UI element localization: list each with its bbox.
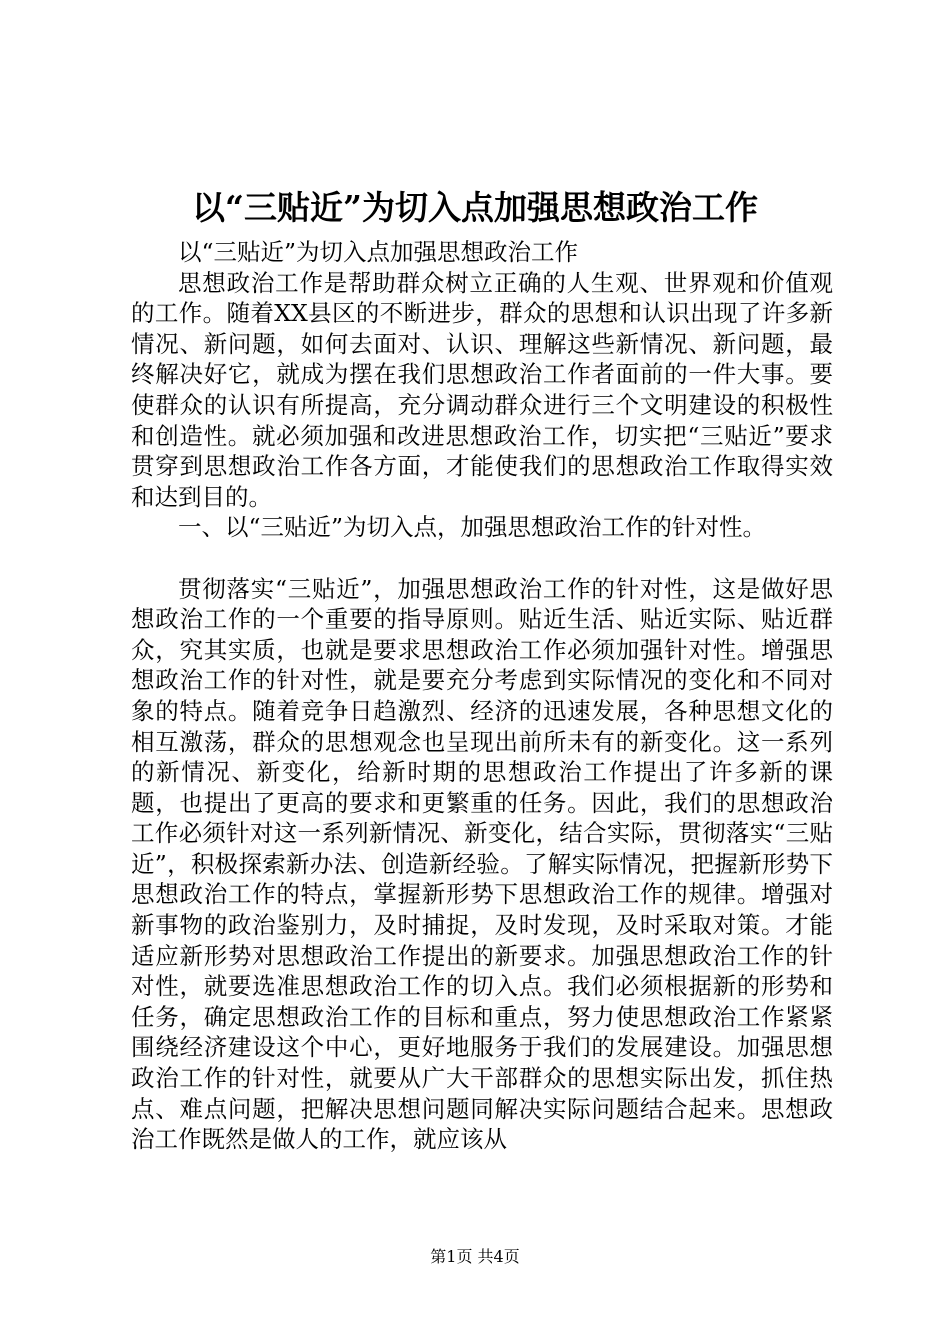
document-title: 以“三贴近”为切入点加强思想政治工作 bbox=[192, 188, 758, 227]
section-heading: 一、以“三贴近”为切入点，加强思想政治工作的针对性。 bbox=[178, 513, 767, 542]
document-body bbox=[131, 237, 833, 1155]
paragraph: 贯彻落实“三贴近”，加强思想政治工作的针对性，这是做好思想政治工作的一个重要的指导原则。贴近生活、贴近实际、贴近群众，究其实质，也就是要求思想政治工作必须加强针对性。增强思想政治工作的针对性，就是要充分考虑到实际情况的变化和不同对象的特点。随着竞争日趋激烈、经济的迅速发展，各种思想文化的相互激荡，群众的思想观念也呈现出前所未有的新变化。这一系列的新情况、新变化，给新时期的思想政治工作提出了许多新的课题，也提出了更高的要求和更繁重的任务。因此，我们的思想政治工作必须针对这一系列新情况、新变化，结合实际，贯彻落实“三贴近”，积极探索新办法、创造新经验。了解实际情况，把握新形势下思想政治工作的特点，掌握新形势下思想政治工作的规律。增强对新事物的政治鉴别力，及时捕捉，及时发现，及时采取对策。才能适应新形势对思想政治工作提出的新要求。加强思想政治工作的针对性，就要选准思想政治工作的切入点。我们必须根据新的形势和任务，确定思想政治工作的目标和重点，努力使思想政治工作紧紧围绕经济建设这个中心，更好地服务于我们的发展建设。加强思想政治工作的针对性，就要从广大干部群众的思想实际出发，抓住热点、难点问题，把解决思想问题同解决实际问题结合起来。思想政治工作既然是做人的工作，就应该从 bbox=[131, 574, 833, 1154]
blank-line bbox=[131, 543, 833, 574]
page-footer: 第1页 共4页 bbox=[430, 1247, 520, 1266]
paragraph: 思想政治工作是帮助群众树立正确的人生观、世界观和价值观的工作。随着XX县区的不断进步，群众的思想和认识出现了许多新情况、新问题，如何去面对、认识、理解这些新情况、新问题，最终解决好它，就成为摆在我们思想政治工作者面前的一件大事。要使群众的认识有所提高，充分调动群众进行三个文明建设的积极性和创造性。就必须加强和改进思想政治工作，切实把“三贴近”要求贯穿到思想政治工作各方面，才能使我们的思想政治工作取得实效和达到目的。 bbox=[131, 268, 833, 511]
subtitle: 以“三贴近”为切入点加强思想政治工作 bbox=[178, 238, 579, 266]
